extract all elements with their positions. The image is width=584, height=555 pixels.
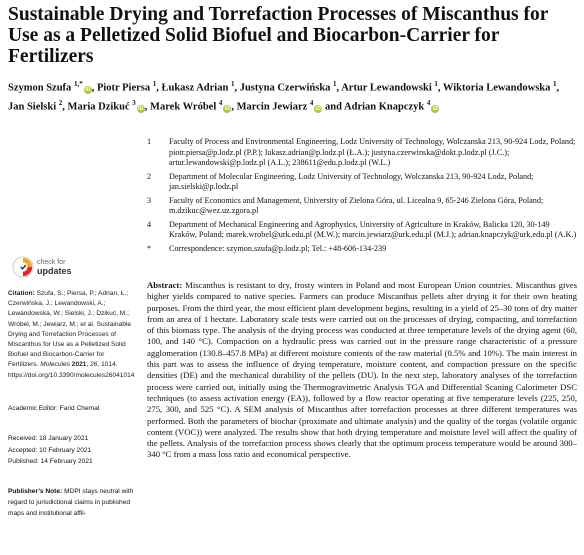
affiliation-number: * — [147, 243, 152, 253]
affiliation-text: Department of Mechanical Engineering and Agrophysics, University of Agriculture in Kraków, Balicka 120, 30-149 Kraków, Poland; marek.wrobel@urk.edu.pl (M.W.); marcin.jewiarz@urk.edu.pl (M.J.); adrian.knapczyk@urk.edu.pl (A.K.) — [169, 219, 577, 239]
affiliation-text: Correspondence: szymon.szufa@p.lodz.pl; Tel.: +48-606-134-239 — [169, 243, 387, 253]
author-name: Justyna Czerwińska — [239, 82, 331, 94]
affiliation-number: 4 — [147, 219, 152, 229]
affiliation-text: Department of Molecular Engineering, Lodz University of Technology, Wolczanska 213, 90-924 Lodz, Poland; jan.sielski@p.lodz.pl — [169, 171, 534, 191]
author-affiliation-sup: 1 — [152, 80, 157, 88]
author-affiliation-sup: 4 — [309, 99, 314, 107]
author-name: Artur Lewandowski — [341, 82, 432, 94]
affiliation-text: Faculty of Economics and Management, University of Zielona Góra, ul. Licealna 9, 65-246 Zielona Góra, Poland; m.dzikuc@wez.uz.zgora.pl — [169, 195, 544, 215]
affiliation-item — [147, 196, 577, 217]
author-affiliation-sup: 1 — [333, 80, 337, 88]
author-name: Marek Wróbel — [150, 101, 217, 113]
badge-line1: check for — [37, 259, 66, 266]
author-name: Jan Sielski — [8, 101, 57, 113]
author-list: Szymon Szufa $^{1,*}$iD , Piotr Piersa $^1$, Łukasz Adrian $^1$, Justyna Czerwińska $^1$, Artur Lewandowski $^1$, Wiktoria Lewandowska $^1$, Jan Sielski $^2$, Maria Dzikuć $^3$iD , Marek Wróbel $^4$iD , Marcin Jewiarz $^4$iD and Adrian Knapczyk $^4$iD — [8, 80, 560, 113]
author-affiliation-sup: 1 — [553, 80, 557, 88]
affiliation-item — [147, 137, 577, 169]
citation-volume: 26 — [90, 361, 98, 369]
author-name: Szymon Szufa — [8, 82, 72, 94]
date-accepted: Accepted: 10 February 2021 — [8, 446, 92, 454]
academic-editor: Academic Editor: Farid Chemat — [8, 405, 100, 412]
author-affiliation-sup: 1 — [434, 80, 438, 88]
citation-label: Citation: — [8, 290, 35, 297]
orcid-icon[interactable]: iD — [85, 86, 91, 93]
note-text: MDPI stays neutral with regard to jurisdictional claims in published maps and institutional affil- — [8, 488, 134, 517]
affiliation-number: 2 — [147, 171, 152, 181]
citation-text: Szufa, S.; Piersa, P.; Adrian, Ł.; Czerwińska, J.; Lewandowski, A.; Lewandowska, W.; Sielski, J.; Dzikuć, M.; Wróbel, M.; Jewiarz, M.; et al. Sustainable Drying and Torrefaction Processes of Miscanthus for Use as a Pelletized Solid Biofuel and Biocarbon-Carrier for Fertilizers. — [8, 290, 132, 369]
author-name: Maria Dzikuć — [67, 101, 130, 113]
citation-journal: Molecules — [40, 361, 70, 369]
affiliation-item — [147, 172, 577, 193]
citation-block: Citation: Szufa, S.; Piersa, P.; Adrian, Ł.; Czerwińska, J.; Lewandowski, A.; Lewandowska, W.; Sielski, J.; Dzikuć, M.; Wróbel, M.; Jewiarz, M.; et al. Sustainable Drying and Torrefaction Processes of Miscanthus for Use as a Pelletized Solid Biofuel and Biocarbon-Carrier for Fertilizers. Molecules 2021, 26, 1014. https://doi.org/10.3390/molecules26041014 — [8, 290, 135, 379]
author-affiliation-sup: 1,* — [73, 80, 83, 88]
note-label: Publisher’s Note: — [8, 488, 63, 495]
affiliations — [147, 137, 577, 257]
author-affiliation-sup: 4 — [218, 99, 223, 107]
orcid-icon[interactable]: iD — [315, 105, 321, 112]
author-name: Łukasz Adrian — [161, 82, 229, 94]
author-affiliation-sup: 3 — [132, 99, 136, 107]
author-name: Marcin Jewiarz — [236, 101, 308, 113]
abstract — [147, 280, 577, 461]
citation-doi[interactable]: , 1014. https://doi.org/10.3390/molecules26041014 — [8, 361, 135, 379]
affiliation-item — [147, 244, 577, 255]
affiliation-number: 1 — [147, 137, 152, 146]
affiliation-text: Faculty of Process and Environmental Engineering, Lodz University of Technology, Wolczanska 213, 90-924 Lodz, Poland; piotr.piersa@p.lodz.pl (P.P.); lukasz.adrian@p.lodz.pl (Ł.A.); justyna.czerwinska@dokt.p.lodz.pl (J.C.); artur.lewandowski@p.lodz.pl (A.L.); 238611@edu.p.lodz.pl (W.L.) — [169, 137, 576, 167]
author-affiliation-sup: 2 — [58, 99, 63, 107]
publication-dates — [8, 433, 136, 468]
paper-title: Sustainable Drying and Torrefaction Processes of Miscanthus for Use as a Pelletized Solid Biofuel and Biocarbon-Carrier for Fertilizers — [8, 4, 549, 67]
author-name: Piotr Piersa — [96, 82, 151, 94]
author-name: Adrian Knapczyk — [344, 101, 425, 113]
orcid-icon[interactable]: iD — [224, 105, 230, 112]
orcid-icon[interactable]: iD — [138, 105, 144, 112]
check-updates-icon — [12, 256, 34, 278]
author-affiliation-sup: 1 — [230, 80, 235, 88]
affiliation-number: 3 — [147, 195, 152, 205]
badge-line2: updates — [37, 266, 72, 276]
author-name: Wiktoria Lewandowska — [442, 82, 551, 94]
publisher-note — [8, 486, 136, 519]
abstract-text: Miscanthus is resistant to dry, frosty winters in Poland and most European Union countries. Miscanthus gives higher yields compared to native species. Farmers can produce Miscanthus pellets after drying it for their own heating purposes. From the third year, the most efficient plant development begins, resulting in a yield of 25–30 tons of dry matter from an area of 1 hectare. Laboratory scale tests were carried out on the processes of drying, compacting, and torrefaction of this biomass type. The analysis of the drying process was conducted at three temperature levels of the drying agent (60, 100, and 140 °C). Compaction on a hydraulic press was carried out in the pressure range characteristic of a pressure agglomeration (130.8–457.8 MPa) at different moisture contents of the raw material (0.5% and 10%). The main interest in this part was to assess the influence of drying temperature, moisture content, and compaction pressure on the specific densities (DE) and the mechanical durability of the pellets (DU). In the next step, laboratory analyses of the torrefaction process were carried out, initially using the Thermogravimetric Analysis TGA and Differential Scaning Calorimeter DSC techniques (to assess activation energy (EA)), followed by a flow reactor operating at five temperature levels (225, 250, 275, 300, and 525 °C). A SEM analysis of Miscanthus after torrefaction processes at three different temperatures was performed. Both the parameters of biochar (proximate and ultimate analysis) and the quality of the torgas (volatile organic content (VOC)) were analyzed. The results show that both drying temperature and moisture level will affect the quality of the pellets. Analysis of the torrefaction process shows clearly that the optimum process temperature would be around 300–340 °C from a mass loss ratio and economical perspective. — [147, 280, 577, 460]
orcid-icon[interactable]: iD — [432, 105, 438, 112]
affiliation-item — [147, 220, 577, 241]
date-received: Received: 18 January 2021 — [8, 435, 89, 442]
author-affiliation-sup: 4 — [426, 99, 431, 107]
check-updates-badge[interactable] — [8, 256, 138, 278]
abstract-label: Abstract: — [147, 280, 183, 290]
citation-year: 2021 — [71, 361, 87, 369]
date-published: Published: 14 February 2021 — [8, 458, 93, 465]
